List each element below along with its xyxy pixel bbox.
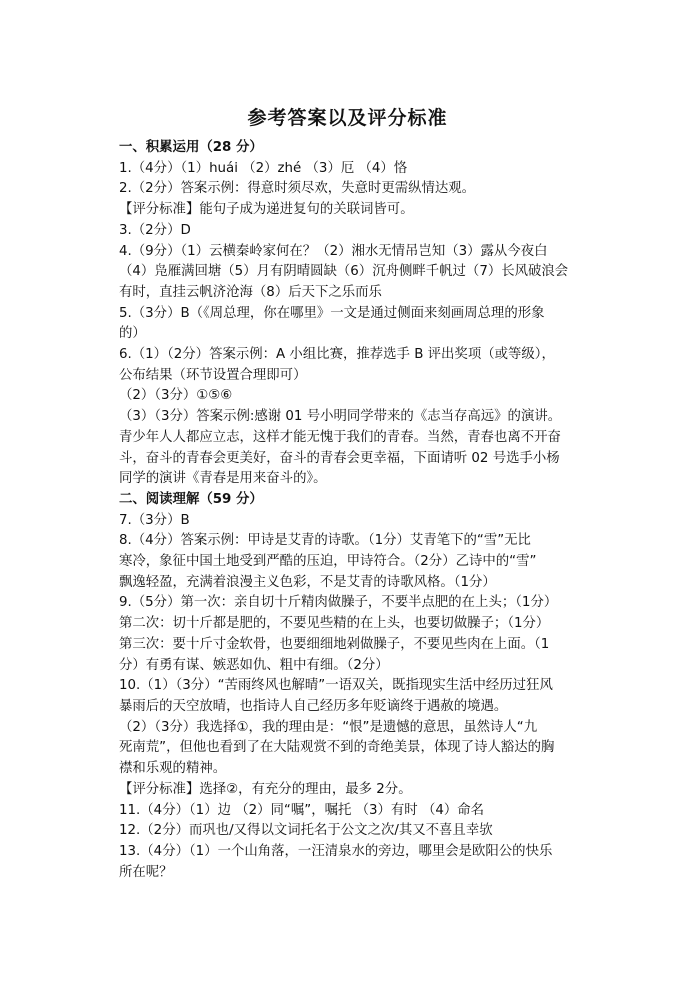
answer-line: （3）（3分）答案示例:感谢 01 号小明同学带来的《志当存高远》的演讲。 [119, 409, 562, 425]
answer-line: 2.（2分）答案示例：得意时须尽欢，失意时更需纵情达观。 [119, 181, 476, 197]
answer-line: （2）（3分）①⑤⑥ [119, 388, 233, 404]
answer-line: 11.（4分）（1）边 （2）同“嘱”，嘱托 （3）有时 （4）命名 [119, 802, 485, 818]
answer-line: 襟和乐观的精神。 [119, 761, 227, 777]
answer-line: 4.（9分）（1）云横秦岭家何在？（2）湘水无情吊岂知（3）露从今夜白 [119, 243, 548, 259]
answer-line: 死南荒”，但他也看到了在大陆观赏不到的奇绝美景，体现了诗人豁达的胸 [119, 740, 555, 756]
answer-line: 10.（1）（3分）“苦雨终风也解晴”一语双关，既指现实生活中经历过狂风 [119, 678, 553, 694]
answer-line: 8.（4分）答案示例：甲诗是艾青的诗歌。（1分）艾青笔下的“雪”无比 [119, 533, 531, 549]
answer-line: 飘逸轻盈，充满着浪漫主义色彩，不是艾青的诗歌风格。（1分） [119, 574, 496, 590]
answer-line: （4）凫雁满回塘（5）月有阴晴圆缺（6）沉舟侧畔千帆过（7）长风破浪会 [119, 264, 569, 280]
answer-line: 【评分标准】选择②，有充分的理由，最多 2分。 [119, 781, 412, 797]
answer-line: 的） [119, 326, 146, 342]
answer-line: 第二次：切十斤都是肥的，不要见些精的在上头，也要切做臊子；（1分） [119, 616, 550, 632]
answer-line: 青少年人人都应立志，这样才能无愧于我们的青春。当然，青春也离不开奋 [119, 429, 561, 445]
answer-line: 【评分标准】能句子成为递进复句的关联词皆可。 [119, 202, 414, 218]
answer-line: （2）（3分）我选择①，我的理由是：“恨”是遗憾的意思，虽然诗人“九 [119, 719, 538, 735]
answer-line: 寒冷，象征中国土地受到严酷的压迫，甲诗符合。（2分）乙诗中的“雪” [119, 554, 537, 570]
answer-line: 所在呢？ [119, 864, 173, 880]
answer-content [119, 138, 589, 883]
answer-line: 7.（3分）B [119, 512, 190, 528]
answer-line: 3.（2分）D [119, 222, 191, 238]
section-heading: 二、阅读理解（59 分） [119, 491, 263, 507]
answer-line: 12.（2分）而巩也/又得以文词托名于公文之次/其又不喜且幸欤 [119, 823, 493, 839]
answer-line: 公布结果（环节设置合理即可） [119, 367, 307, 383]
answer-line: 同学的演讲《青春是用来奋斗的》。 [119, 471, 327, 487]
answer-line: 分）有勇有谋、嫉恶如仇、粗中有细。（2分） [119, 657, 389, 673]
answer-line: 5.（3分）B（《周总理，你在哪里》一文是通过侧面来刻画周总理的形象 [119, 305, 545, 321]
answer-line: 1.（4分）（1）huái （2）zhé （3）厄 （4）恪 [119, 160, 408, 176]
page-title: 参考答案以及评分标准 [247, 107, 448, 129]
answer-line: 9.（5分）第一次：亲自切十斤精肉做臊子，不要半点肥的在上头；（1分） [119, 595, 558, 611]
section-heading: 一、积累运用（28 分） [119, 140, 263, 155]
answer-line: 13.（4分）（1）一个山角落，一汪清泉水的旁边，哪里会是欧阳公的快乐 [119, 843, 553, 859]
answer-line: 有时，直挂云帆济沧海（8）后天下之乐而乐 [119, 284, 382, 300]
answer-line: 6.（1）（2分）答案示例：A 小组比赛，推荐选手 B 评出奖项（或等级）， [119, 347, 555, 363]
answer-line: 暴雨后的天空放晴，也指诗人自己经历多年贬谪终于遇赦的境遇。 [119, 698, 508, 714]
answer-line: 斗，奋斗的青春会更美好，奋斗的青春会更幸福，下面请听 02 号选手小杨 [119, 450, 560, 466]
answer-line: 第三次：要十斤寸金软骨，也要细细地剁做臊子，不要见些肉在上面。（1 [119, 636, 550, 652]
